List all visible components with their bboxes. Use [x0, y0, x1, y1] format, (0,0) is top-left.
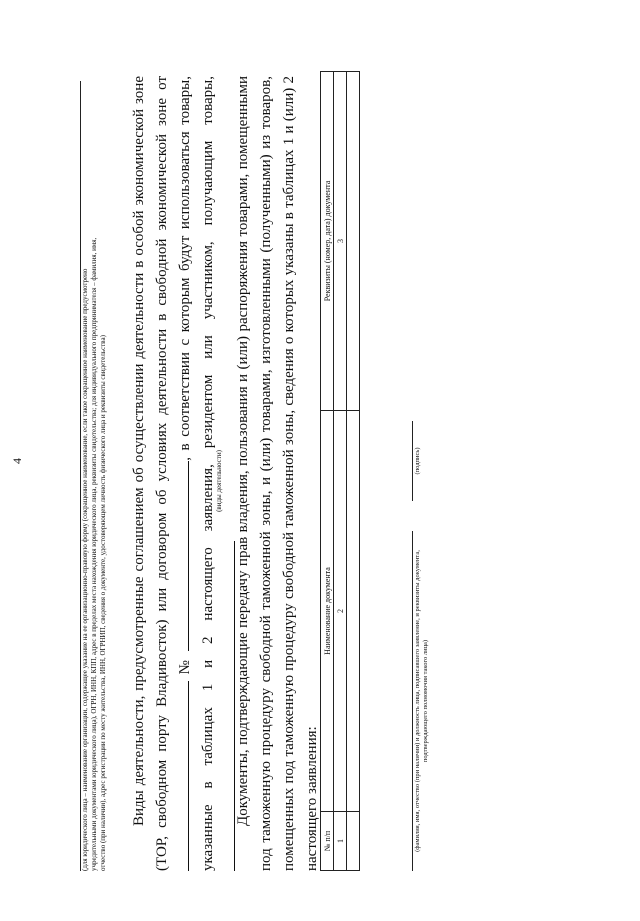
header-note-line-3: отчество (при наличии), адрес регистрации по месту жительства, ИНН, ОГРНИП, сведения о документе, удостоверяющем личность физического лица и реквизиты свидетельства)	[99, 335, 107, 871]
header-note-line-1: (для юридического лица – наименование организации, содержащее указание на ее организационно-правовую форму (сокращенное наименование, если такое сокращенное наименование предусмотрено	[80, 81, 90, 871]
header-cell-number: № п/п	[321, 812, 334, 871]
signature-line	[412, 421, 413, 501]
date-blank-line	[174, 681, 189, 871]
table-header-row	[321, 72, 334, 871]
column-number-3: 3	[334, 72, 347, 411]
table-cell	[347, 72, 360, 411]
activities-text-part1: Виды деятельности, предусмотренные соглашением об осуществлении деятельности в особой экономической зоне (ТОР, свободном порту Владивосток) или договором об условиях деятельности в свободной экономической зоне	[131, 76, 170, 871]
table-cell	[347, 812, 360, 871]
number-sign: №	[177, 657, 193, 675]
header-cell-details: Реквизиты (номер, дата) документа	[321, 72, 334, 411]
activities-paragraph	[128, 76, 243, 871]
column-number-2: 2	[334, 411, 347, 812]
documents-paragraph: Документы, подтверждающие передачу прав владения, пользования и (или) распоряжения товарами, помещенными под таможенную процедуру свободной таможенной зоны, и (или) товарами, изготовленными (полученными) из товаров, помещенных под таможенную процедуру свободной таможенной зоны, сведения о которых указаны в таблицах 1 и (или) 2 настоящего заявления:	[235, 76, 320, 871]
signature-caption: (подпись)	[414, 447, 421, 475]
table-cell	[347, 411, 360, 812]
activities-caption: (виды деятельности)	[215, 450, 223, 512]
header-note	[80, 81, 108, 871]
documents-table	[320, 71, 360, 871]
ot-label: от	[154, 75, 170, 90]
page-number: 4	[10, 458, 24, 464]
header-cell-name: Наименование документа	[321, 411, 334, 812]
table-row	[347, 72, 360, 871]
activities-text-part2: , в соответствии с которым будут использоваться товары, указанные в таблицах 1 и 2 настоящего заявления, резидентом или участником, получающим товары,	[177, 76, 216, 871]
name-caption: (фамилия, имя, отчество (при наличии) и должность лица, подписавшего заявление, и реквизиты документа, подтверждающего полномочия такого лица)	[414, 550, 429, 852]
name-signature-line	[412, 531, 413, 871]
number-blank-line	[174, 461, 189, 651]
table-number-row	[334, 72, 347, 871]
header-note-line-2: учредительными документами юридического лица), ОГРН, ИНН, КПП, адрес в пределах места нахождения юридического лица, реквизиты свидетельства; для индивидуального предпринимателя – фамилия, имя,	[90, 237, 98, 871]
column-number-1: 1	[334, 812, 347, 871]
